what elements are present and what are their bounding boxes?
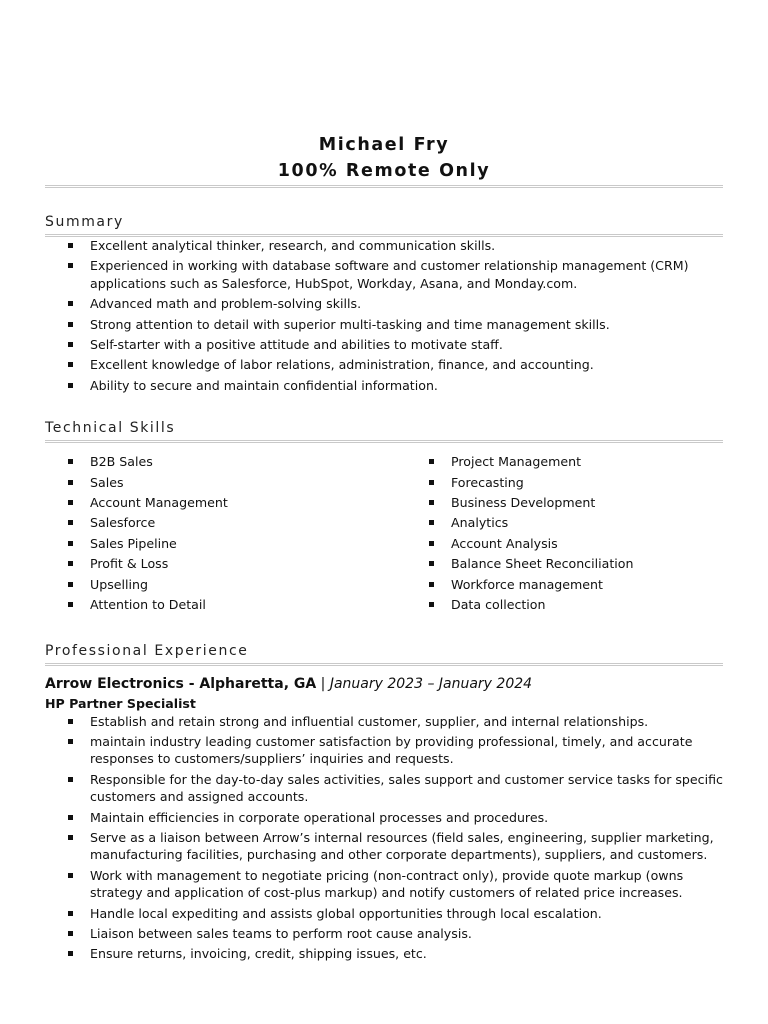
skill-item: B2B Sales bbox=[45, 453, 406, 470]
skill-item: Profit & Loss bbox=[45, 555, 406, 572]
job-role: HP Partner Specialist bbox=[45, 695, 196, 711]
experience-divider bbox=[45, 663, 723, 666]
responsibility-item: Handle local expediting and assists global opportunities through local escalation. bbox=[45, 905, 723, 922]
skill-item: Sales bbox=[45, 474, 406, 491]
skill-item: Workforce management bbox=[406, 576, 723, 593]
skills-list-left bbox=[45, 453, 406, 616]
skill-item: Business Development bbox=[406, 494, 723, 511]
summary-item: Advanced math and problem-solving skills. bbox=[45, 295, 723, 312]
skill-item: Data collection bbox=[406, 596, 723, 613]
skill-item: Project Management bbox=[406, 453, 723, 470]
summary-item: Excellent analytical thinker, research, and communication skills. bbox=[45, 237, 723, 254]
skill-item: Account Analysis bbox=[406, 535, 723, 552]
summary-item: Experienced in working with database software and customer relationship management (CRM) applications such as Salesforce, HubSpot, Workday, Asana, and Monday.com. bbox=[45, 257, 723, 292]
skill-item: Attention to Detail bbox=[45, 596, 406, 613]
responsibility-item: maintain industry leading customer satisfaction by providing professional, timely, and accurate responses to customers/suppliers’ inquiries and requests. bbox=[45, 733, 723, 768]
responsibility-item: Ensure returns, invoicing, credit, shipping issues, etc. bbox=[45, 945, 723, 962]
job-responsibilities bbox=[45, 713, 723, 963]
responsibility-item: Establish and retain strong and influential customer, supplier, and internal relationships. bbox=[45, 713, 723, 730]
responsibility-item: Responsible for the day-to-day sales activities, sales support and customer service tasks for specific customers and assigned accounts. bbox=[45, 771, 723, 806]
summary-item: Excellent knowledge of labor relations, administration, finance, and accounting. bbox=[45, 356, 723, 373]
section-title-summary: Summary bbox=[45, 214, 124, 230]
job-dates: January 2023 – January 2024 bbox=[329, 675, 533, 692]
summary-list bbox=[45, 237, 723, 394]
job-separator: | bbox=[316, 675, 330, 692]
section-title-experience: Professional Experience bbox=[45, 642, 249, 659]
skill-item: Forecasting bbox=[406, 474, 723, 491]
summary-item: Strong attention to detail with superior multi-tasking and time management skills. bbox=[45, 316, 723, 333]
resume-page bbox=[45, 130, 723, 966]
header-divider bbox=[45, 185, 723, 188]
skill-item: Balance Sheet Reconciliation bbox=[406, 555, 723, 572]
skills-divider bbox=[45, 440, 723, 443]
candidate-name: Michael Fry bbox=[318, 135, 450, 155]
skill-item: Analytics bbox=[406, 514, 723, 531]
section-title-skills: Technical Skills bbox=[45, 420, 176, 437]
summary-item: Self-starter with a positive attitude and abilities to motivate staff. bbox=[45, 336, 723, 353]
skill-item: Sales Pipeline bbox=[45, 535, 406, 552]
responsibility-item: Liaison between sales teams to perform root cause analysis. bbox=[45, 925, 723, 942]
skills-columns bbox=[45, 453, 723, 616]
responsibility-item: Serve as a liaison between Arrow’s internal resources (field sales, engineering, supplier marketing, manufacturing facilities, purchasing and other corporate departments), suppliers, and customers. bbox=[45, 829, 723, 864]
responsibility-item: Work with management to negotiate pricing (non-contract only), provide quote markup (owns strategy and application of cost-plus markup) and notify customers of related price increases. bbox=[45, 867, 723, 902]
summary-item: Ability to secure and maintain confidential information. bbox=[45, 377, 723, 394]
responsibility-item: Maintain efficiencies in corporate operational processes and procedures. bbox=[45, 809, 723, 826]
skill-item: Upselling bbox=[45, 576, 406, 593]
skills-list-right bbox=[406, 453, 723, 616]
skill-item: Account Management bbox=[45, 494, 406, 511]
job-company: Arrow Electronics - Alpharetta, GA bbox=[45, 675, 317, 692]
candidate-subtitle: 100% Remote Only bbox=[277, 161, 491, 181]
skill-item: Salesforce bbox=[45, 514, 406, 531]
job-heading bbox=[45, 674, 723, 694]
